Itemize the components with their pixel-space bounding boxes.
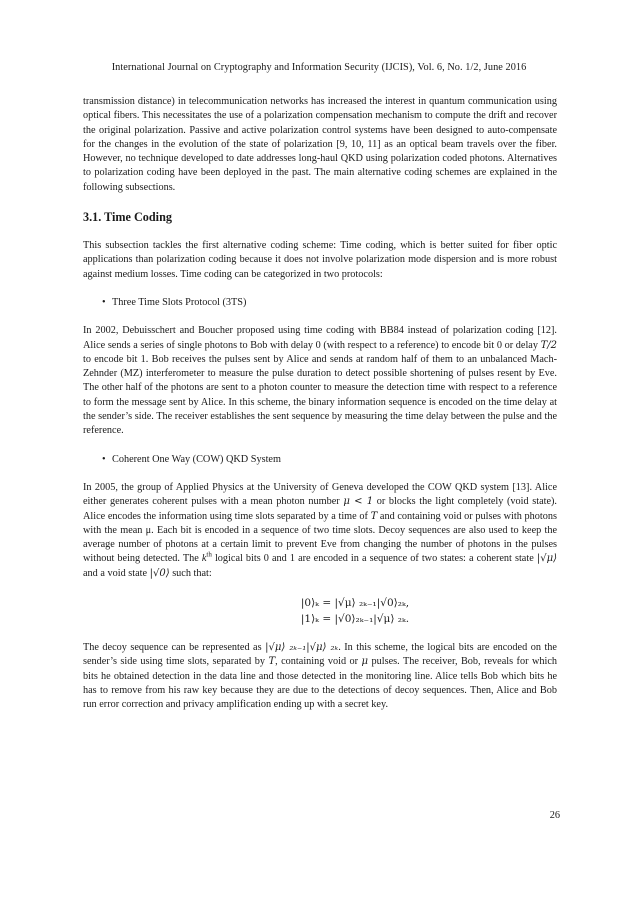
text-span: and a void state: [83, 567, 150, 579]
math-k: k: [201, 553, 207, 565]
text-span: and containing void or pulses with photons with the mean μ. Each bit is encoded in a sequence of two time slots. Decoy sequences are also used to keep the average number of photons at a certain limit to prevent Eve from changing the number of photons in the pulses without being detected. The: [83, 510, 558, 565]
bullet-cow: [83, 453, 557, 467]
bullet-dot-icon: •: [102, 296, 106, 308]
page-number: 26: [549, 810, 560, 821]
math-mu: μ: [361, 656, 369, 668]
math-t-half: T/2: [540, 339, 557, 351]
math-coherent-state: |√μ⟩: [536, 553, 557, 565]
text-span: In 2002, Debuisschert and Boucher proposed using time coding with BB84 instead of polarization coding [12]. Alice sends a series of single photons to Bob with delay 0 (with respect to a reference) to encode bit 0 or delay: [83, 325, 557, 351]
text-span: or blocks the light completely (void state). Alice encodes the information using time slots separated by a time of: [83, 496, 557, 522]
equation-bit0: |0⟩ₖ = |√μ⟩ ₂ₖ₋₁|√0⟩₂ₖ,: [300, 597, 410, 610]
text-span: . In this scheme, the logical bits are encoded on the sender’s side using time slots, separated by: [83, 642, 557, 668]
text-span: such that:: [169, 567, 212, 579]
equation-block: [83, 595, 557, 627]
math-void-state: |√0⟩: [149, 567, 170, 579]
math-t: T: [370, 510, 378, 522]
journal-header: International Journal on Cryptography and Information Security (IJCIS), Vol. 6, No. 1/2, June 2016: [111, 62, 527, 73]
3ts-paragraph: [83, 324, 557, 438]
superscript-th: th: [206, 551, 212, 560]
math-mu-lt-1: μ < 1: [343, 496, 374, 508]
bullet-3ts: [83, 296, 557, 310]
decoy-paragraph: [83, 641, 557, 712]
cow-paragraph: [83, 481, 557, 581]
text-span: , containing void or: [275, 656, 362, 668]
bullet-cow-label: Coherent One Way (COW) QKD System: [112, 453, 281, 465]
page-body: [83, 95, 557, 713]
time-coding-paragraph: This subsection tackles the first alternative coding scheme: Time coding, which is better suited for fiber optic applications than polarization coding because it does not involve polarization mode dispersion and is more robust against medium losses. Time coding can be categorized in two protocols:: [83, 240, 557, 280]
section-title: 3.1. Time Coding: [83, 210, 172, 225]
math-t: T: [268, 656, 276, 668]
text-span: to encode bit 1. Bob receives the pulses sent by Alice and sends at random half of them to an unbalanced Mach-Zehnder (MZ) interferometer to measure the pulse duration to detect possible shortening of pulses resent by Eve. The other half of the photons are sent to a photon counter to measure the detection time with respect to a reference to form the message sent by Alice. In this scheme, the binary information sequence is encoded on the time delay at the sender’s side. The receiver establishes the sent sequence by measuring the time delay between the pulse and the reference.: [83, 353, 557, 437]
bullet-3ts-label: Three Time Slots Protocol (3TS): [112, 296, 247, 308]
text-span: pulses. The receiver, Bob, reveals for which bits he obtained detection in the data line and those detected in the monitoring line. Alice tells Bob which bits he has to remove from his raw key because they are due to the detections of decoy sequences. Then, Alice and Bob run error correction and privacy amplification ending up with a secret key.: [83, 656, 558, 711]
math-decoy-sequence: |√μ⟩ ₂ₖ₋₁|√μ⟩ ₂ₖ: [265, 642, 339, 654]
text-span: In 2005, the group of Applied Physics at the University of Geneva developed the COW QKD system [13]. Alice either generates coherent pulses with a mean photon number: [83, 481, 557, 508]
text-span: logical bits 0 and 1 are encoded in a sequence of two states: a coherent state: [211, 553, 537, 565]
equation-bit1: |1⟩ₖ = |√0⟩₂ₖ₋₁|√μ⟩ ₂ₖ.: [300, 613, 410, 626]
bullet-dot-icon: •: [102, 453, 106, 465]
intro-paragraph: transmission distance) in telecommunication networks has increased the interest in quantum communication using optical fibers. This necessitates the use of a polarization compensation mechanism to compute the drift and recover the original polarization. Passive and active polarization control systems have been designed to auto-compensate for the changes in the evolution of the state of polarization [9, 10, 11] as an optical beam travels over the fiber. However, no technique developed to date addresses long-haul QKD using polarization coded photons. Alternatives to polarization coding have been deployed in the past. The main alternative coding schemes are explained in the following subsections.: [83, 96, 557, 193]
text-span: The decoy sequence can be represented as: [83, 642, 266, 654]
